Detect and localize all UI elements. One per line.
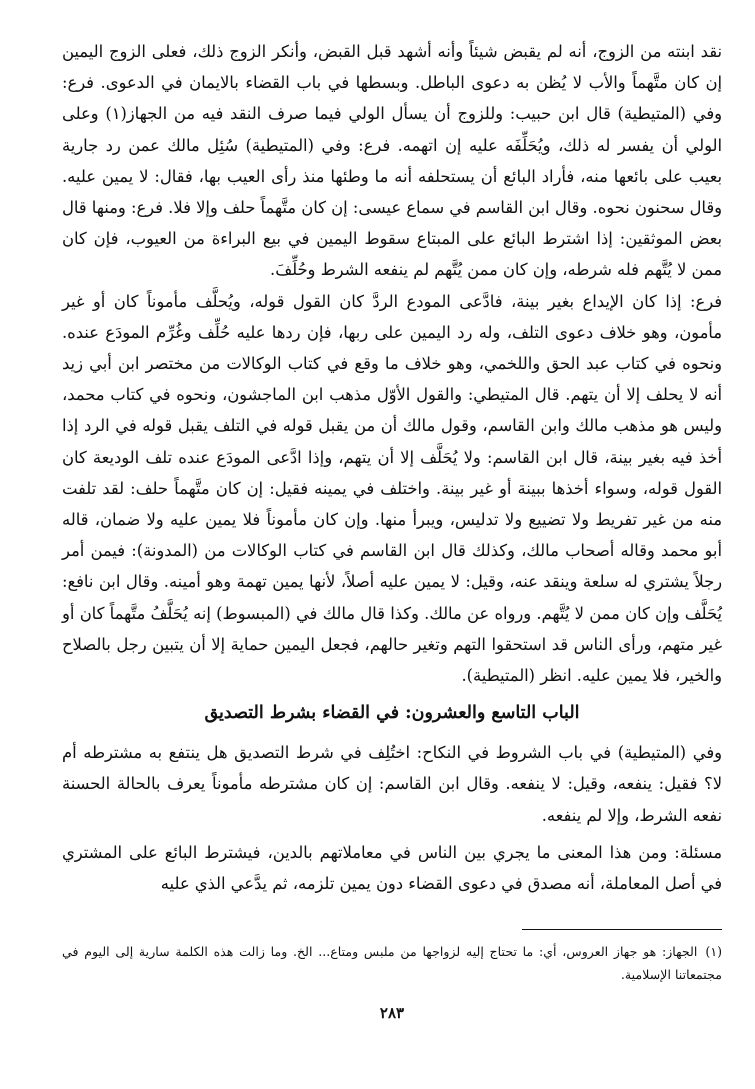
footnote-text: الجهاز: هو جهاز العروس، أي: ما تحتاج إليه لزواجها من ملبس ومتاع... الخ. وما زالت هذه الكلمة سارية إلى اليوم في مجتمعاتنا الإسلامية. — [62, 944, 722, 982]
page-number: ٢٨٣ — [379, 1004, 405, 1022]
body-paragraph-2: فرع: إذا كان الإيداع بغير بينة، فادَّعى المودع الردَّ كان القول قوله، ويُحلَّف مأموناً كان أو غير مأمون، وهو خلاف دعوى التلف، وله رد اليمين على ربها، فإن ردها عليه حُلِّف وغُرِّم المودَع عنده. ونحوه في كتاب عبد الحق واللخمي، وهو خلاف ما وقع في كتاب الوكالات من مختصر ابن أبي زيد أنه لا يحلف إلا أن يتهم. قال المتيطي: والقول الأوّل مذهب ابن الماجشون، ونحوه في كتاب محمد، وليس هو مذهب مالك وابن القاسم، وقول مالك أن من يقبل قوله في التلف يقبل قوله في الرد إذا أخذ فيه بغير بينة، قال ابن القاسم: ولا يُحَلَّف إلا أن يتهم، وإذا ادَّعى المودَع عنده تلف الوديعة كان القول قوله، وسواء أخذها ببينة أو غير بينة. واختلف في يمينه فقيل: إن كان متَّهماً حلف: لقد تلفت منه من غير تفريط ولا تضييع ولا تدليس، ويبرأ منها. وإن كان مأموناً فلا يمين عليه ولا ضمان، قاله أبو محمد وقاله أصحاب مالك، وكذلك قال ابن القاسم في كتاب الوكالات من (المدونة): فيمن أمر رجلاً يشتري له سلعة وينقد عنه، وقيل: لا يمين عليه أصلاً، لأنها يمين تهمة وهو أمينه. وقال ابن نافع: يُحَلَّف وإن كان ممن لا يُتَّهم. ورواه عن مالك. وكذا قال مالك في (المبسوط) إنه يُحَلَّفُ متَّهماً كان أو غير متهم، ورأى الناس قد استحقوا التهم وتغير حالهم، فجعل اليمين حماية إلا أن يتبين رجل بالصلاح والخير، فلا يمين عليه. انظر (المتيطية). — [62, 291, 722, 686]
footnote-marker: (١) — [705, 944, 722, 959]
chapter-title: الباب التاسع والعشرون: في القضاء بشرط التصديق — [204, 703, 580, 724]
footnote-divider — [522, 929, 722, 930]
footnote — [62, 940, 722, 986]
body-paragraph-3: وفي (المتيطية) في باب الشروط في النكاح: اختُلِف في شرط التصديق هل ينتفع به مشترطه أم لا؟ فقيل: ينفعه، وقيل: لا ينفعه. وقال ابن القاسم: إن كان مشترطه مأموناً يعرف بالحالة الحسنة نفعه الشرط، وإلا لم ينفعه. — [62, 743, 722, 825]
body-paragraph-1: نقد ابنته من الزوج، أنه لم يقبض شيئاً وأنه أشهد قبل القبض، وأنكر الزوج ذلك، فعلى الزوج اليمين إن كان متَّهماً والأب لا يُظن به دعوى الباطل. وبسطها في باب القضاء بالايمان في الدعوى. فرع: وفي (المتيطية) قال ابن حبيب: وللزوج أن يسأل الولي فيما صرف النقد فيه من الجهاز(١) وعلى الولي أن يفسر له ذلك، ويُحَلِّفَه عليه إن اتهمه. فرع: وفي (المتيطية) سُئِل مالك عمن رد جارية بعيب على بائعها منه، فأراد البائع أن يستحلفه أنه ما وطئها منذ رأى العيب بها، فقال: لا يمين عليه. وقال سحنون نحوه. وقال ابن القاسم في سماع عيسى: إن كان متَّهماً حلف وإلا فلا. فرع: ومنها قال بعض الموثقين: إذا اشترط البائع على المبتاع سقوط اليمين في بيع البراءة من العيوب، فإن كان ممن لا يُتَّهم فله شرطه، وإن كان ممن يُتَّهم لم ينفعه الشرط وحُلِّفَ. — [62, 42, 722, 280]
book-page — [62, 36, 722, 1066]
body-paragraph-4: مسئلة: ومن هذا المعنى ما يجري بين الناس في معاملاتهم بالدين، فيشترط البائع على المشتري في أصل المعاملة، أنه مصدق في دعوى القضاء دون يمين تلزمه، ثم يدَّعي الذي عليه — [62, 842, 722, 894]
